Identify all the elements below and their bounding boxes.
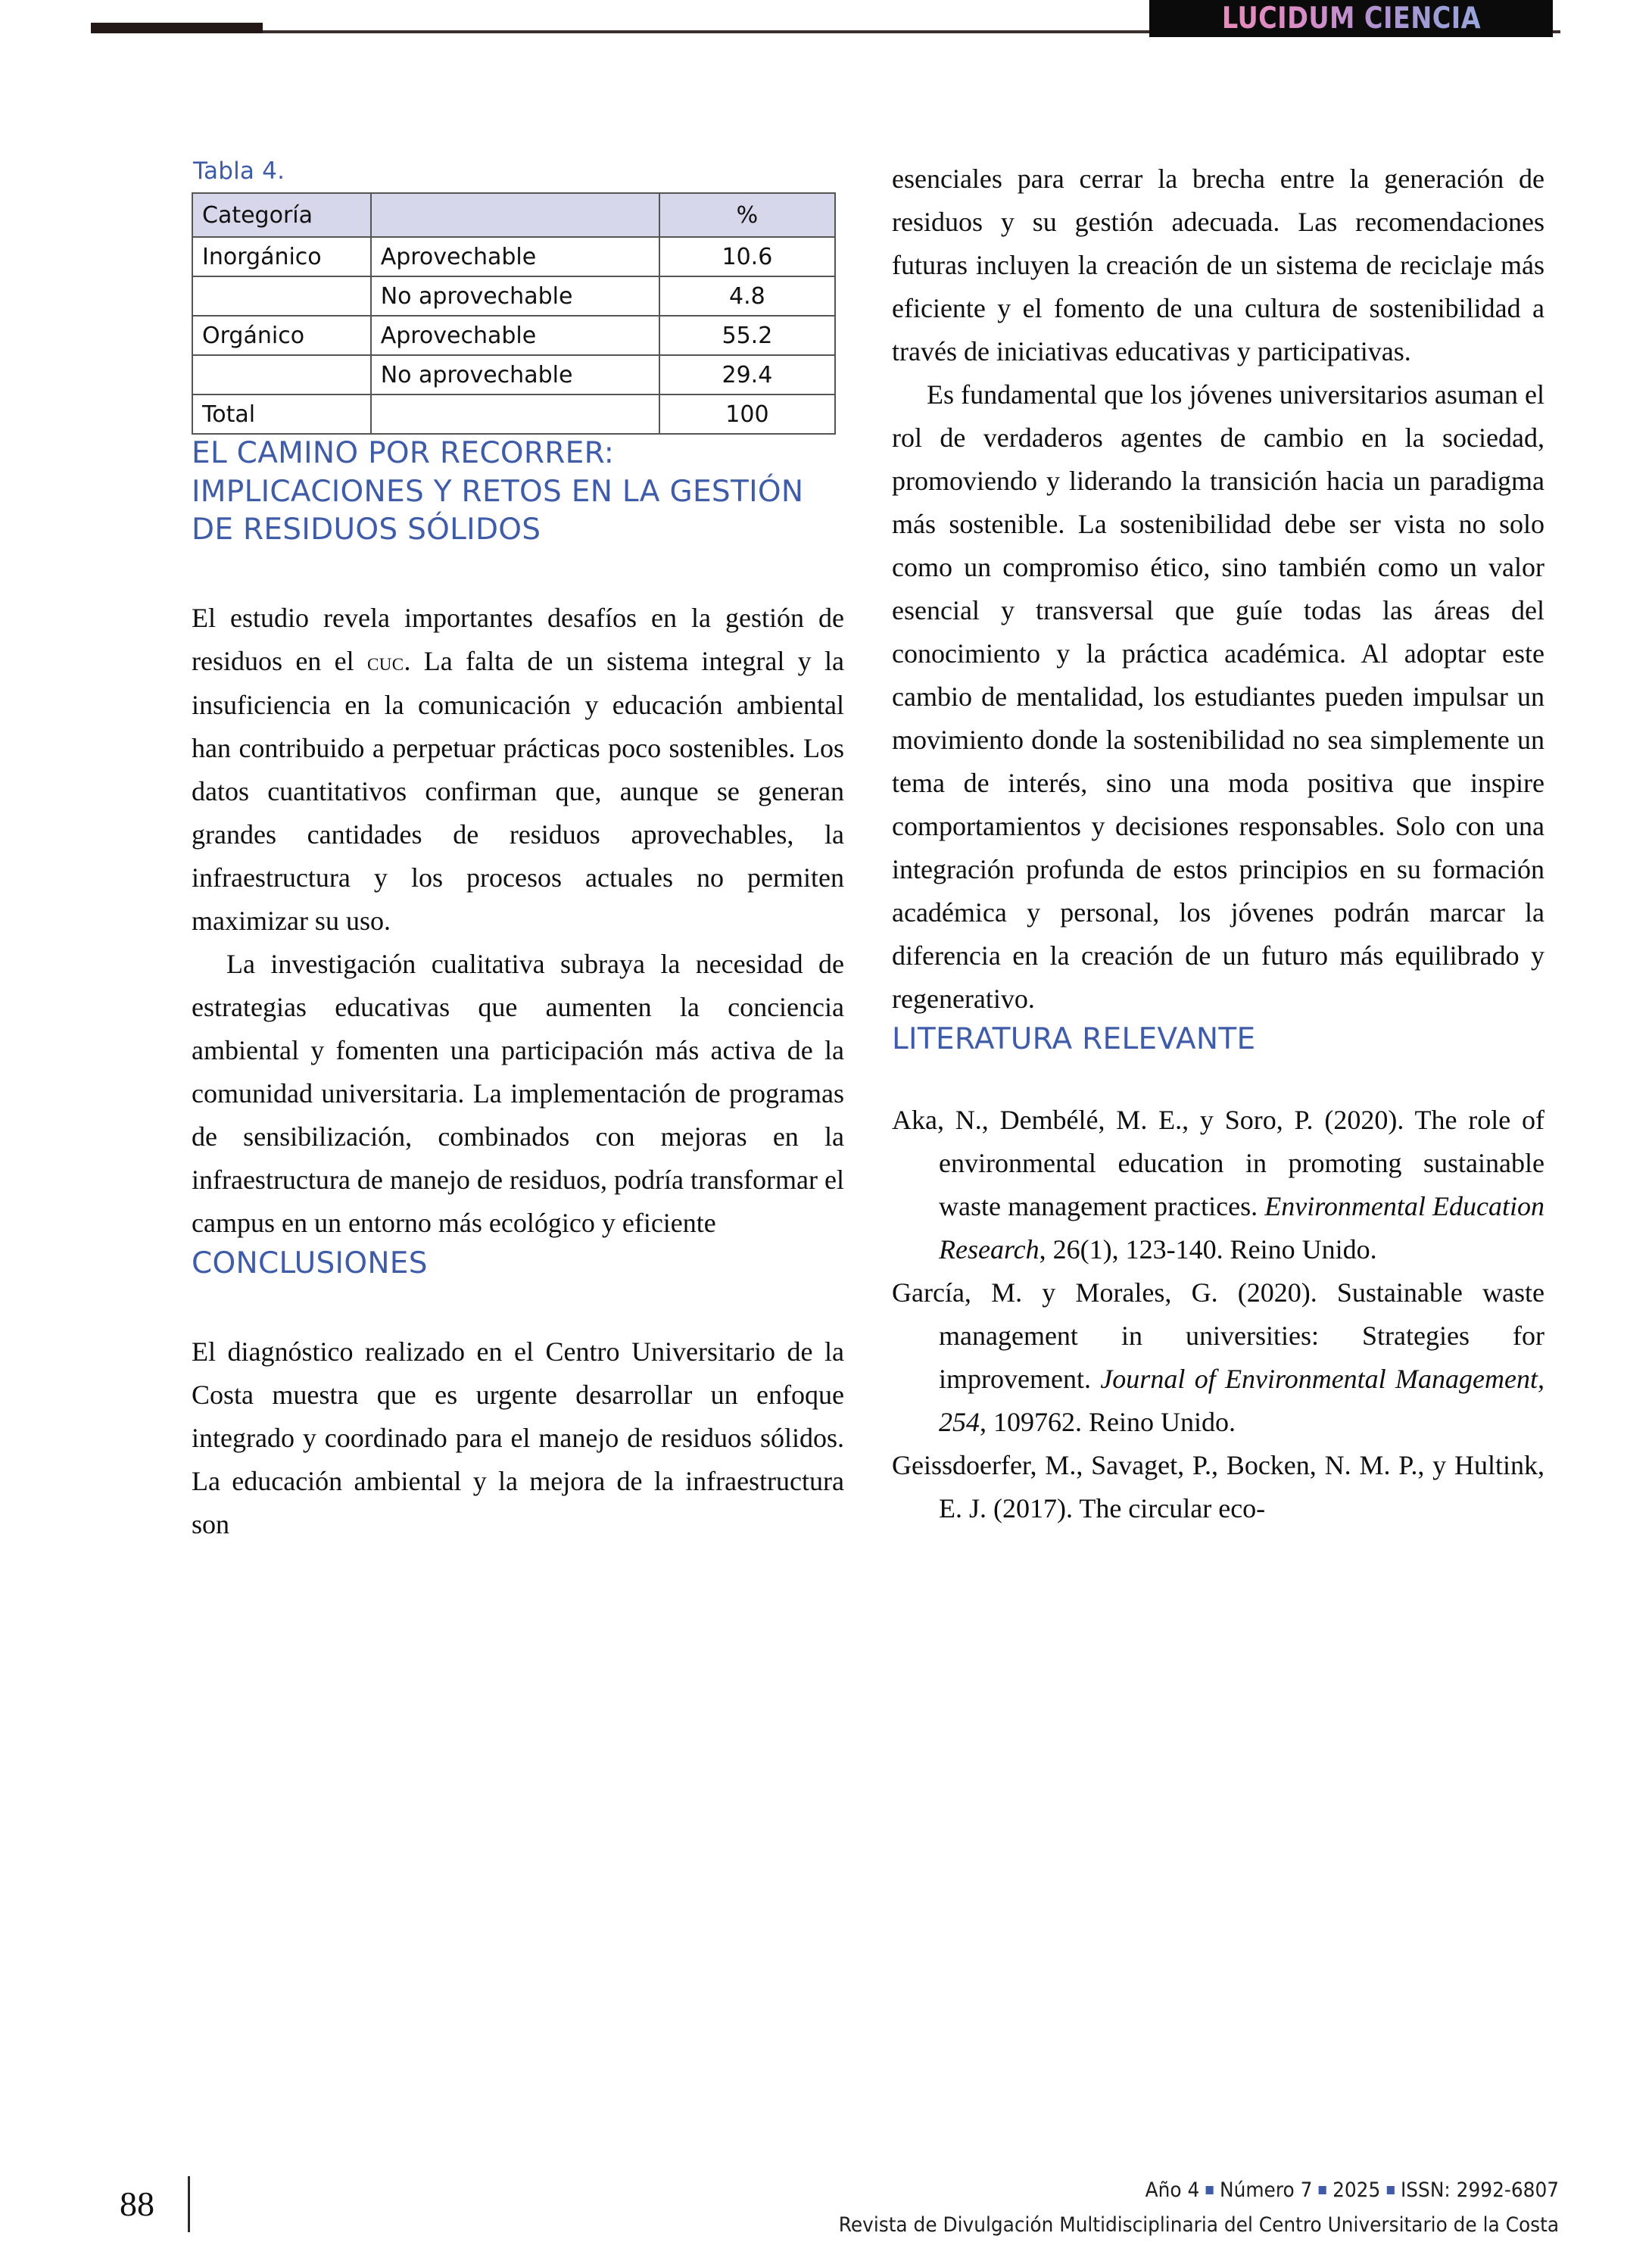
- table-header-row: [192, 193, 835, 237]
- cell-categoria: [192, 276, 371, 316]
- cell-subtipo-total: [371, 394, 659, 434]
- header-rule-thick: [91, 23, 263, 33]
- cell-porcentaje: 4.8: [659, 276, 835, 316]
- paragraph-esenciales-brecha: esenciales para cerrar la brecha entre la generación de residuos y su gestión adecuada. Las recomendaciones futuras incluyen la creación de un sistema de reciclaje más eficiente y el fomento de una cultura de sostenibilidad a través de iniciativas educativas y participativas.: [892, 164, 1544, 366]
- footer-year: Año 4: [1145, 2178, 1200, 2202]
- paragraph-text-b: . La falta de un sistema integral y la insuficiencia en la comunicación y educación ambiental han contribuido a perpetuar prácticas poco sostenibles. Los datos cuantitativos confirman que, aunque se generan grandes cantidades de residuos aprovechables, la infraestructura y los procesos actuales no permiten maximizar su uso.: [192, 646, 844, 937]
- paragraph-investigacion-cualitativa: La investigación cualitativa subraya la necesidad de estrategias educativas que aumenten la conciencia ambiental y fomenten una participación más activa de la comunidad universitaria. La implementación de programas de sensibilización, combinados con mejoras en la infraestructura de manejo de residuos, podría transformar el campus en un entorno más ecológico y eficiente: [192, 949, 844, 1239]
- reference-item: [892, 1444, 1544, 1530]
- table-head: [192, 193, 835, 237]
- reference-text: Geissdoerfer, M., Savaget, P., Bocken, N. M. P., y Hultink, E. J. (2017). The circular eco-: [892, 1449, 1544, 1523]
- cell-categoria: Inorgánico: [192, 237, 371, 276]
- footer-journal-subtitle: Revista de Divulgación Multidisciplinaria del Centro Universitario de la Costa: [838, 2213, 1559, 2237]
- footer-issn: ISSN: 2992-6807: [1400, 2178, 1559, 2202]
- cell-subtipo: Aprovechable: [371, 316, 659, 355]
- cell-porcentaje: 55.2: [659, 316, 835, 355]
- reference-text: García, M. y Morales, G. (2020). Sustainable waste management in universities: Strategies for improvement.: [892, 1277, 1544, 1394]
- footer-issue-line: [839, 2173, 1559, 2208]
- reference-item: [892, 1099, 1544, 1271]
- paragraph-diagnostico: El diagnóstico realizado en el Centro Universitario de la Costa muestra que es urgente desarrollar un enfoque integrado y coordinado para el manejo de residuos sólidos. La educación ambiental y la mejora de la infraestructura son: [192, 1336, 844, 1539]
- reference-item: [892, 1271, 1544, 1444]
- reference-tail: , 26(1), 123-140. Reino Unido.: [1039, 1233, 1377, 1265]
- reference-journal: Journal of Environmental Management, 254: [939, 1363, 1545, 1437]
- cell-categoria: [192, 355, 371, 394]
- cell-subtipo: No aprovechable: [371, 276, 659, 316]
- heading-conclusiones: CONCLUSIONES: [192, 1246, 428, 1281]
- paragraph-text-a: El estudio revela importantes desafíos en la gestión de residuos en el: [192, 603, 844, 677]
- journal-brand-title: LUCIDUM CIENCIA: [1221, 2, 1481, 36]
- table-row: [192, 276, 835, 316]
- journal-brand-box: [1149, 0, 1553, 37]
- page-footer: [0, 2170, 1652, 2264]
- table-header-categoria: Categoría: [192, 193, 371, 237]
- table-header-porcentaje: %: [659, 193, 835, 237]
- page-number: 88: [120, 2184, 154, 2223]
- footer-date: 2025: [1332, 2178, 1381, 2202]
- reference-text: Aka, N., Dembélé, M. E., y Soro, P. (2020). The role of environmental education in promoting sustainable waste management practices.: [892, 1104, 1544, 1221]
- reference-tail: , 109762. Reino Unido.: [980, 1406, 1236, 1437]
- separator-square-icon: [1206, 2186, 1214, 2194]
- folio-divider: [188, 2176, 190, 2232]
- footer-number: Número 7: [1219, 2178, 1313, 2202]
- cell-categoria: Orgánico: [192, 316, 371, 355]
- table-body: [192, 237, 835, 434]
- left-column: [192, 157, 844, 1546]
- separator-square-icon: [1319, 2186, 1326, 2194]
- paragraph-estudio-revela: [192, 597, 844, 943]
- table-caption: Tabla 4.: [193, 157, 285, 185]
- table-row: [192, 237, 835, 276]
- table-row-total: [192, 394, 835, 434]
- cell-categoria-total: Total: [192, 394, 371, 434]
- heading-camino-por-recorrer: EL CAMINO POR RECORRER: IMPLICACIONES Y RETOS EN LA GESTIÓN DE RESIDUOS SÓLIDOS: [192, 436, 804, 547]
- cell-porcentaje: 29.4: [659, 355, 835, 394]
- separator-square-icon: [1386, 2186, 1394, 2194]
- reference-journal: Environmental Education Research: [939, 1190, 1544, 1265]
- running-head: [0, 0, 1652, 53]
- heading-literatura-relevante: LITERATURA RELEVANTE: [892, 1022, 1256, 1056]
- acronym-cuc: cuc: [366, 648, 404, 677]
- cell-subtipo: Aprovechable: [371, 237, 659, 276]
- footer-imprint: [839, 2173, 1559, 2243]
- table-row: [192, 355, 835, 394]
- table-residuos: [192, 192, 836, 435]
- paragraph-es-fundamental: Es fundamental que los jóvenes universitarios asuman el rol de verdaderos agentes de cambio en la sociedad, promoviendo y liderando la transición hacia un paradigma más sostenible. La sostenibilidad debe ser vista no solo como un compromiso ético, sino también como un valor esencial y transversal que guíe todas las áreas del conocimiento y la práctica académica. Al adoptar este cambio de mentalidad, los estudiantes pueden impulsar un movimiento donde la sostenibilidad no sea simplemente un tema de interés, sino una moda positiva que inspire comportamientos y decisiones responsables. Solo con una integración profunda de estos principios en su formación académica y personal, los jóvenes podrán marcar la diferencia en la creación de un futuro más equilibrado y regenerativo.: [892, 379, 1544, 1014]
- table-row: [192, 316, 835, 355]
- cell-porcentaje: 10.6: [659, 237, 835, 276]
- right-column: [892, 157, 1544, 1530]
- cell-porcentaje-total: 100: [659, 394, 835, 434]
- cell-subtipo: No aprovechable: [371, 355, 659, 394]
- table-header-subtipo: [371, 193, 659, 237]
